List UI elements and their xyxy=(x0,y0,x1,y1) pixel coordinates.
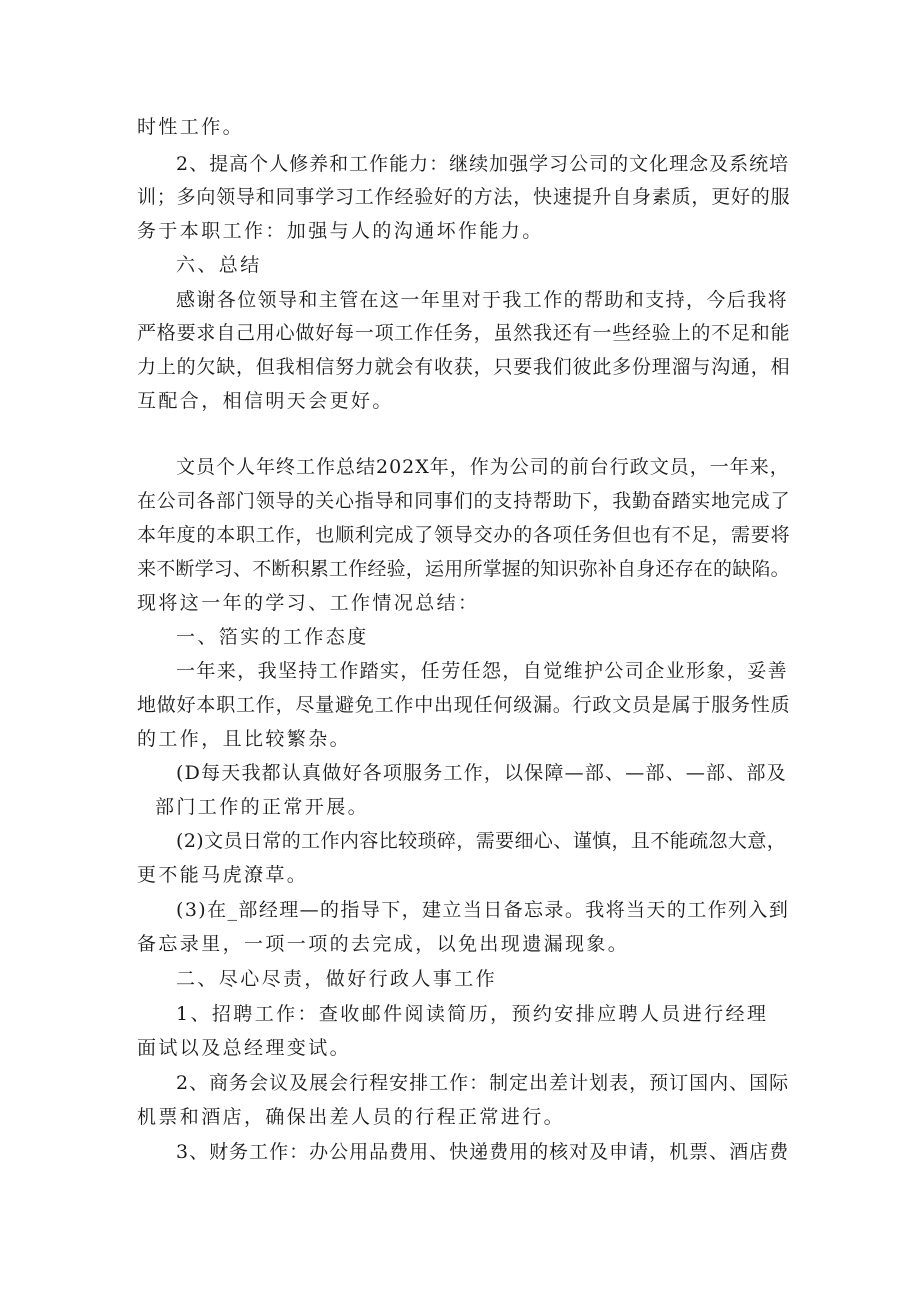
text-line: 务于本职工作：加强与人的沟通坏作能力。 xyxy=(137,220,544,242)
text-line: 文员个人年终工作总结202X年，作为公司的前台行政文员，一年来， xyxy=(176,456,790,478)
text-line: 部门工作的正常开展。 xyxy=(155,796,370,818)
text-line: (3)在_部经理—的指导下，建立当日备忘录。我将当天的工作列入到 xyxy=(176,899,790,921)
text-line: 现将这一年的学习、工作情况总结： xyxy=(137,592,480,614)
text-line: 严格要求自己用心做好每一项工作任务，虽然我还有一些经验上的不足和能 xyxy=(137,322,791,344)
text-line: 一年来，我坚持工作踏实，任劳任怨，自觉维护公司企业形象，妥善 xyxy=(176,660,789,682)
section-heading: 一、箔实的工作态度 xyxy=(176,626,369,648)
text-line: 机票和酒店，确保出差人员的行程正常进行。 xyxy=(137,1106,566,1128)
text-line: 来不断学习、不断积累工作经验，运用所掌握的知识弥补自身还存在的缺陷。 xyxy=(137,558,790,580)
text-line: 训；多向领导和同事学习工作经验好的方法，快速提升自身素质，更好的服 xyxy=(137,186,791,208)
text-line: 3、财务工作：办公用品费用、快递费用的核对及申请，机票、酒店费 xyxy=(176,1141,790,1163)
text-line: 2、提高个人修养和工作能力：继续加强学习公司的文化理念及系统培 xyxy=(176,153,790,175)
text-line: 互配合，相信明天会更好。 xyxy=(137,390,394,412)
text-line: 备忘录里，一项一项的去完成，以免出现遗漏现象。 xyxy=(137,933,630,955)
text-line: 在公司各部门领导的关心指导和同事们的支持帮助下，我勤奋踏实地完成了 xyxy=(137,490,791,512)
text-line: 的工作，且比较繁杂。 xyxy=(137,728,352,750)
text-line: 更不能马虎潦草。 xyxy=(137,864,309,886)
text-line: (D每天我都认真做好各项服务工作，以保障—部、—部、—部、部及 xyxy=(176,762,787,784)
section-heading: 二、尽心尽责，做好行政人事工作 xyxy=(176,968,498,990)
text-line: (2)文员日常的工作内容比较琐碎，需要细心、谨慎，且不能疏忽大意， xyxy=(176,830,787,852)
text-line: 时性工作。 xyxy=(137,116,245,138)
text-line: 本年度的本职工作，也顺利完成了领导交办的各项任务但也有不足，需要将 xyxy=(137,524,791,546)
text-line: 面试以及总经理变试。 xyxy=(137,1037,352,1059)
section-heading: 六、总结 xyxy=(176,254,262,276)
text-line: 感谢各位领导和主管在这一年里对于我工作的帮助和支持，今后我将 xyxy=(176,289,789,311)
text-line: 地做好本职工作，尽量避免工作中出现任何级漏。行政文员是属于服务性质 xyxy=(137,694,791,716)
text-line: 1、招聘工作：查收邮件阅读简历，预约安排应聘人员进行经理 xyxy=(176,1003,769,1025)
text-line: 2、商务会议及展会行程安排工作：制定出差计划表，预订国内、国际 xyxy=(176,1072,790,1094)
text-line: 力上的欠缺，但我相信努力就会有收获，只要我们彼此多份理溜与沟通，相 xyxy=(137,356,791,378)
